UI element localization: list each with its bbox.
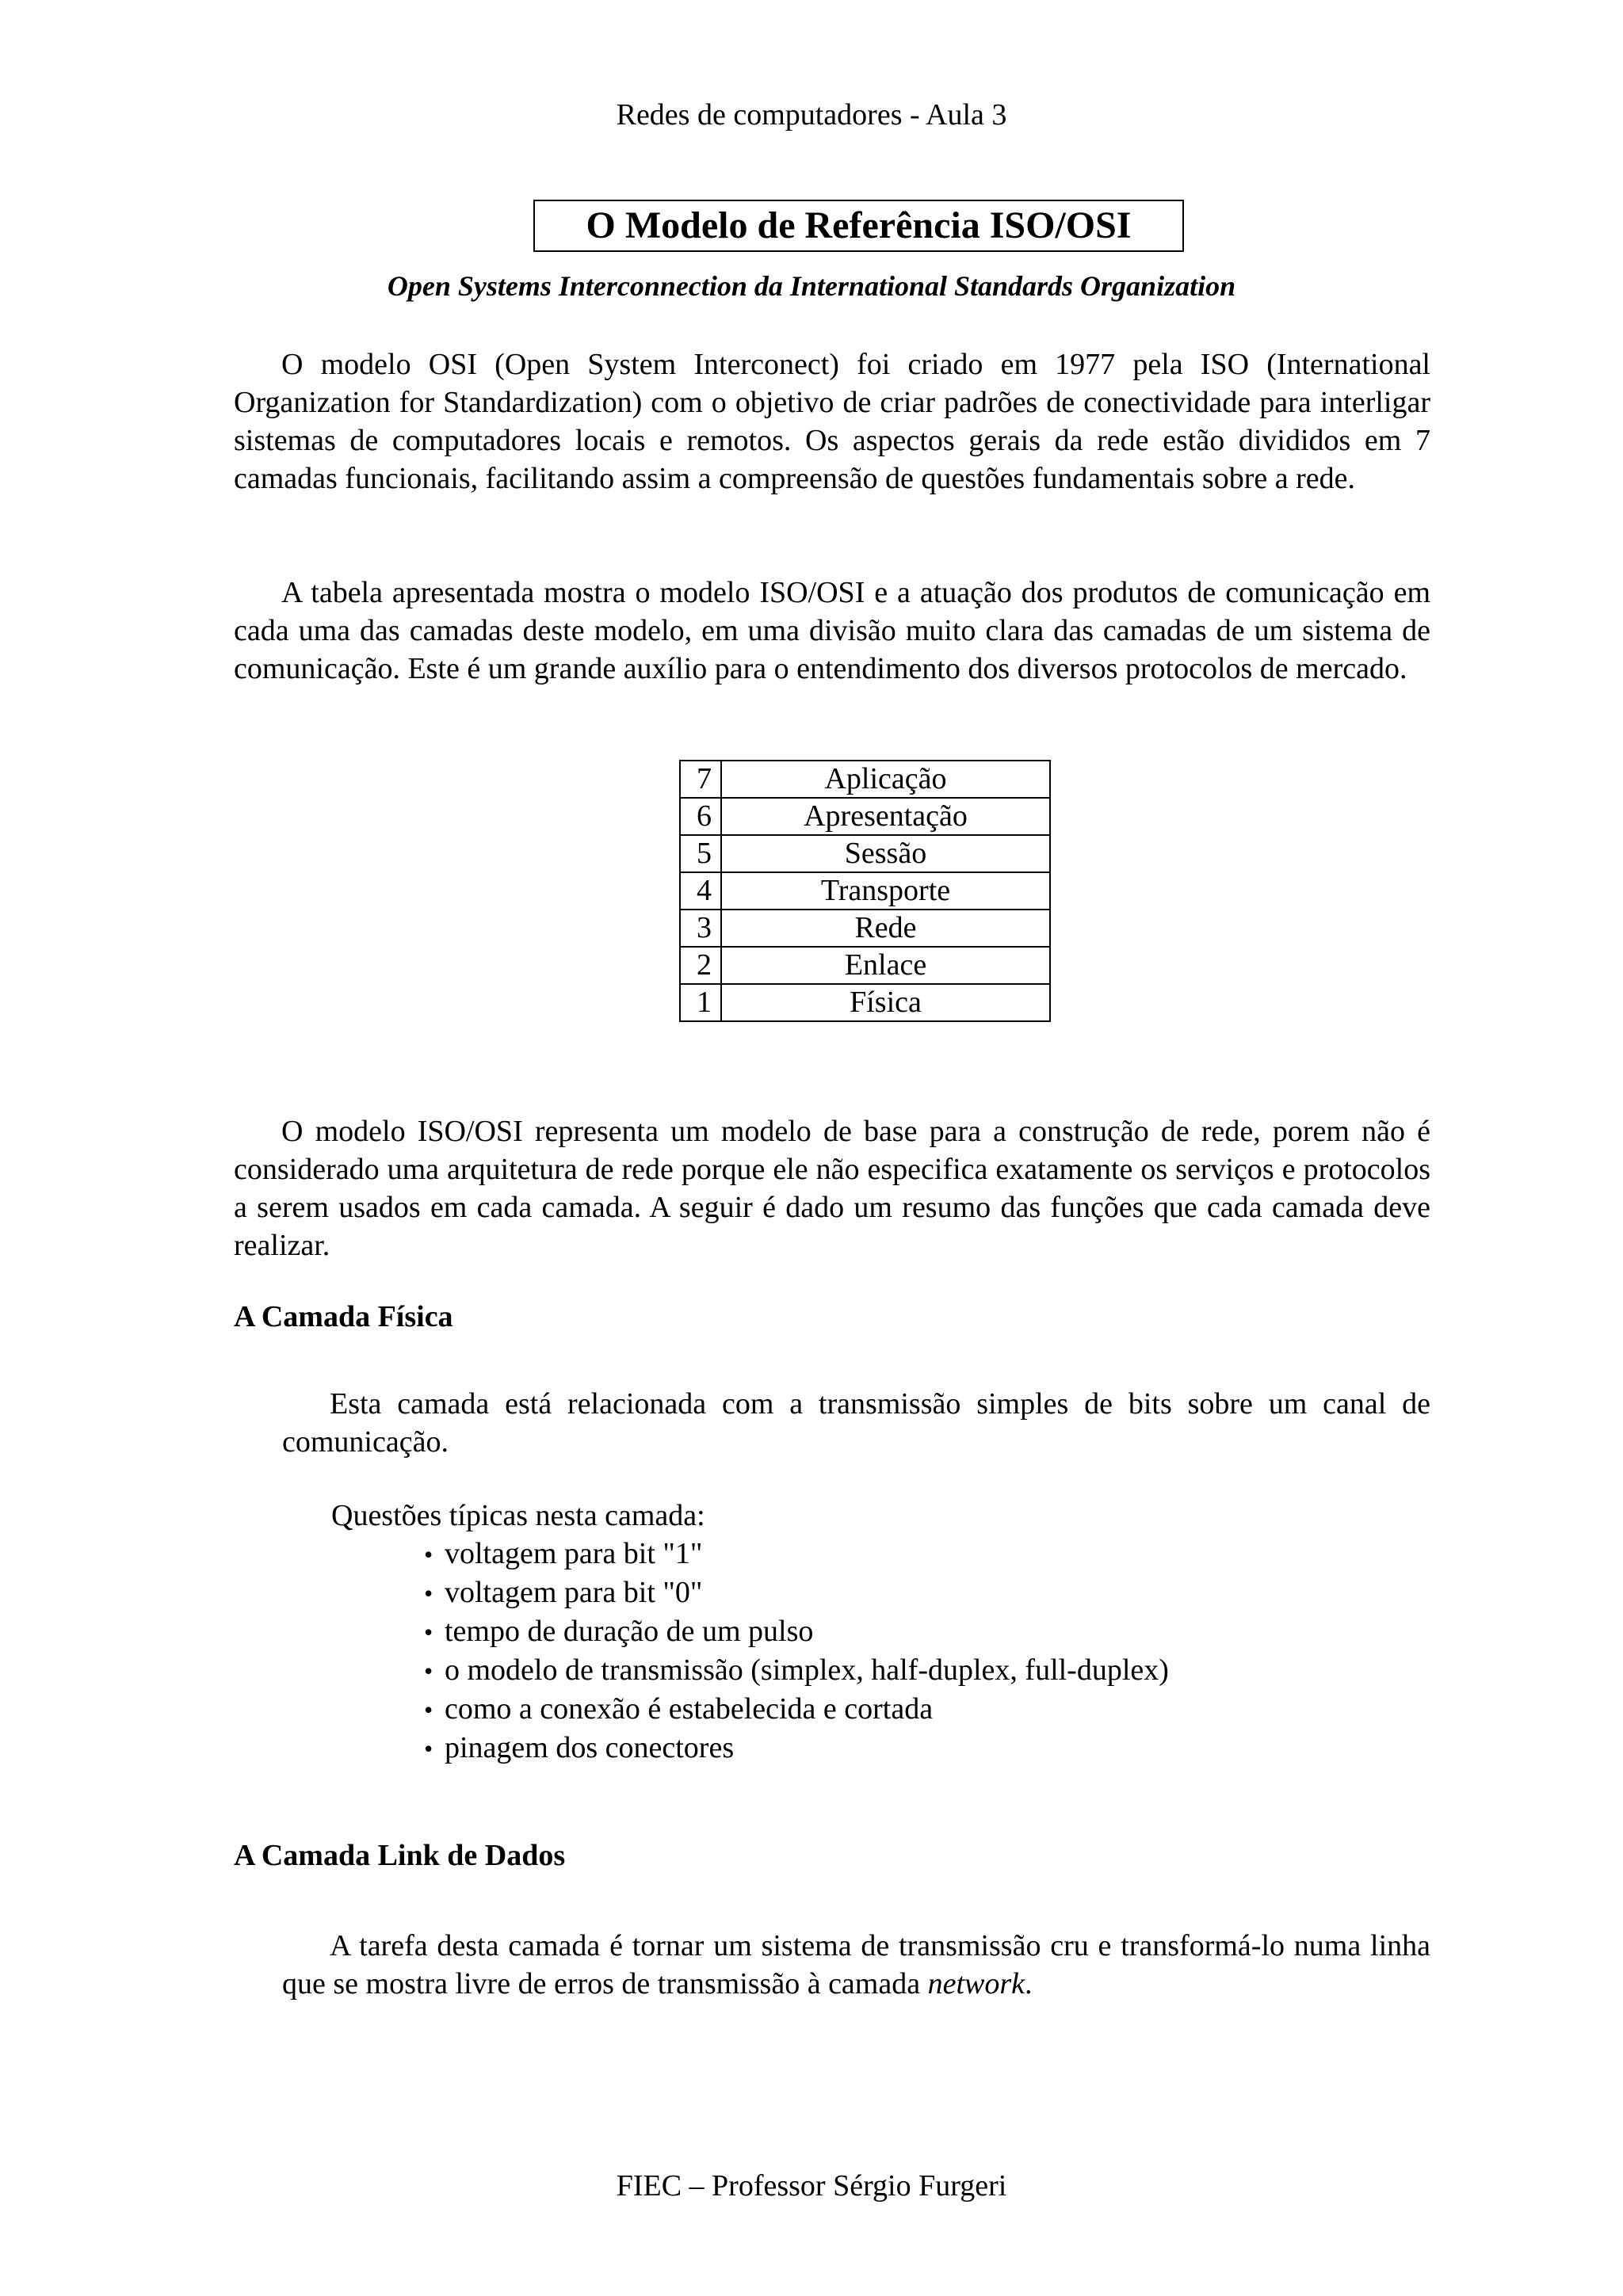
- list-item: • como a conexão é estabelecida e cortada: [424, 1690, 1169, 1729]
- layer-number: 1: [680, 984, 721, 1021]
- layer-name: Enlace: [721, 947, 1050, 984]
- physical-layer-heading: A Camada Física: [234, 1300, 453, 1333]
- osi-layers-table: [679, 760, 1051, 1022]
- data-link-text-italic: network: [927, 1967, 1025, 2000]
- layer-name: Rede: [721, 910, 1050, 947]
- data-link-text-main: A tarefa desta camada é tornar um sistema de transmissão cru e transformá-lo numa linha que se mostra livre de erros de transmissão à camada: [282, 1929, 1430, 2000]
- page-footer: FIEC – Professor Sérgio Furgeri: [616, 2169, 1007, 2203]
- data-link-text-end: .: [1025, 1967, 1033, 2000]
- table-row: [680, 835, 1050, 872]
- table-row: [680, 984, 1050, 1021]
- layer-number: 3: [680, 910, 721, 947]
- intro-paragraph: O modelo OSI (Open System Interconect) foi criado em 1977 pela ISO (International Organization for Standardization) com o objetivo de criar padrões de conectividade para interligar sistemas de computadores locais e remotos. Os aspectos gerais da rede estão divididos em 7 camadas funcionais, facilitando assim a compreensão de questões fundamentais sobre a rede.: [234, 348, 1430, 495]
- list-item: • pinagem dos conectores: [424, 1729, 1169, 1768]
- layer-number: 6: [680, 798, 721, 835]
- layer-number: 7: [680, 761, 721, 798]
- table-row: [680, 910, 1050, 947]
- running-header: Redes de computadores - Aula 3: [616, 98, 1007, 132]
- list-item: • voltagem para bit "0": [424, 1573, 1169, 1612]
- data-link-layer-text: [282, 1927, 1430, 2003]
- table-row: [680, 947, 1050, 984]
- data-link-layer-heading: A Camada Link de Dados: [234, 1839, 566, 1872]
- layer-name: Sessão: [721, 835, 1050, 872]
- list-item: • tempo de duração de um pulso: [424, 1612, 1169, 1651]
- layer-name: Transporte: [721, 872, 1050, 910]
- page-title: O Modelo de Referência ISO/OSI: [533, 200, 1184, 252]
- questions-label: Questões típicas nesta camada:: [331, 1499, 705, 1532]
- table-intro-paragraph: A tabela apresentada mostra o modelo ISO/OSI e a atuação dos produtos de comunicação em cada uma das camadas deste modelo, em uma divisão muito clara das camadas de um sistema de comunicação. Este é um grande auxílio para o entendimento dos diversos protocolos de mercado.: [234, 576, 1430, 685]
- page-subtitle: Open Systems Interconnection da International Standards Organization: [387, 270, 1236, 302]
- list-item: • o modelo de transmissão (simplex, half-duplex, full-duplex): [424, 1651, 1169, 1690]
- physical-layer-text: Esta camada está relacionada com a transmissão simples de bits sobre um canal de comunicação.: [282, 1387, 1430, 1459]
- layer-number: 5: [680, 835, 721, 872]
- layer-number: 2: [680, 947, 721, 984]
- table-row: [680, 761, 1050, 798]
- layer-number: 4: [680, 872, 721, 910]
- table-row: [680, 872, 1050, 910]
- layer-name: Física: [721, 984, 1050, 1021]
- table-row: [680, 798, 1050, 835]
- physical-layer-questions-list: [424, 1535, 1169, 1768]
- layer-name: Aplicação: [721, 761, 1050, 798]
- layer-name: Apresentação: [721, 798, 1050, 835]
- model-summary-paragraph: O modelo ISO/OSI representa um modelo de base para a construção de rede, porem não é considerado uma arquitetura de rede porque ele não especifica exatamente os serviços e protocolos a serem usados em cada camada. A seguir é dado um resumo das funções que cada camada deve realizar.: [234, 1115, 1430, 1262]
- list-item: • voltagem para bit "1": [424, 1535, 1169, 1573]
